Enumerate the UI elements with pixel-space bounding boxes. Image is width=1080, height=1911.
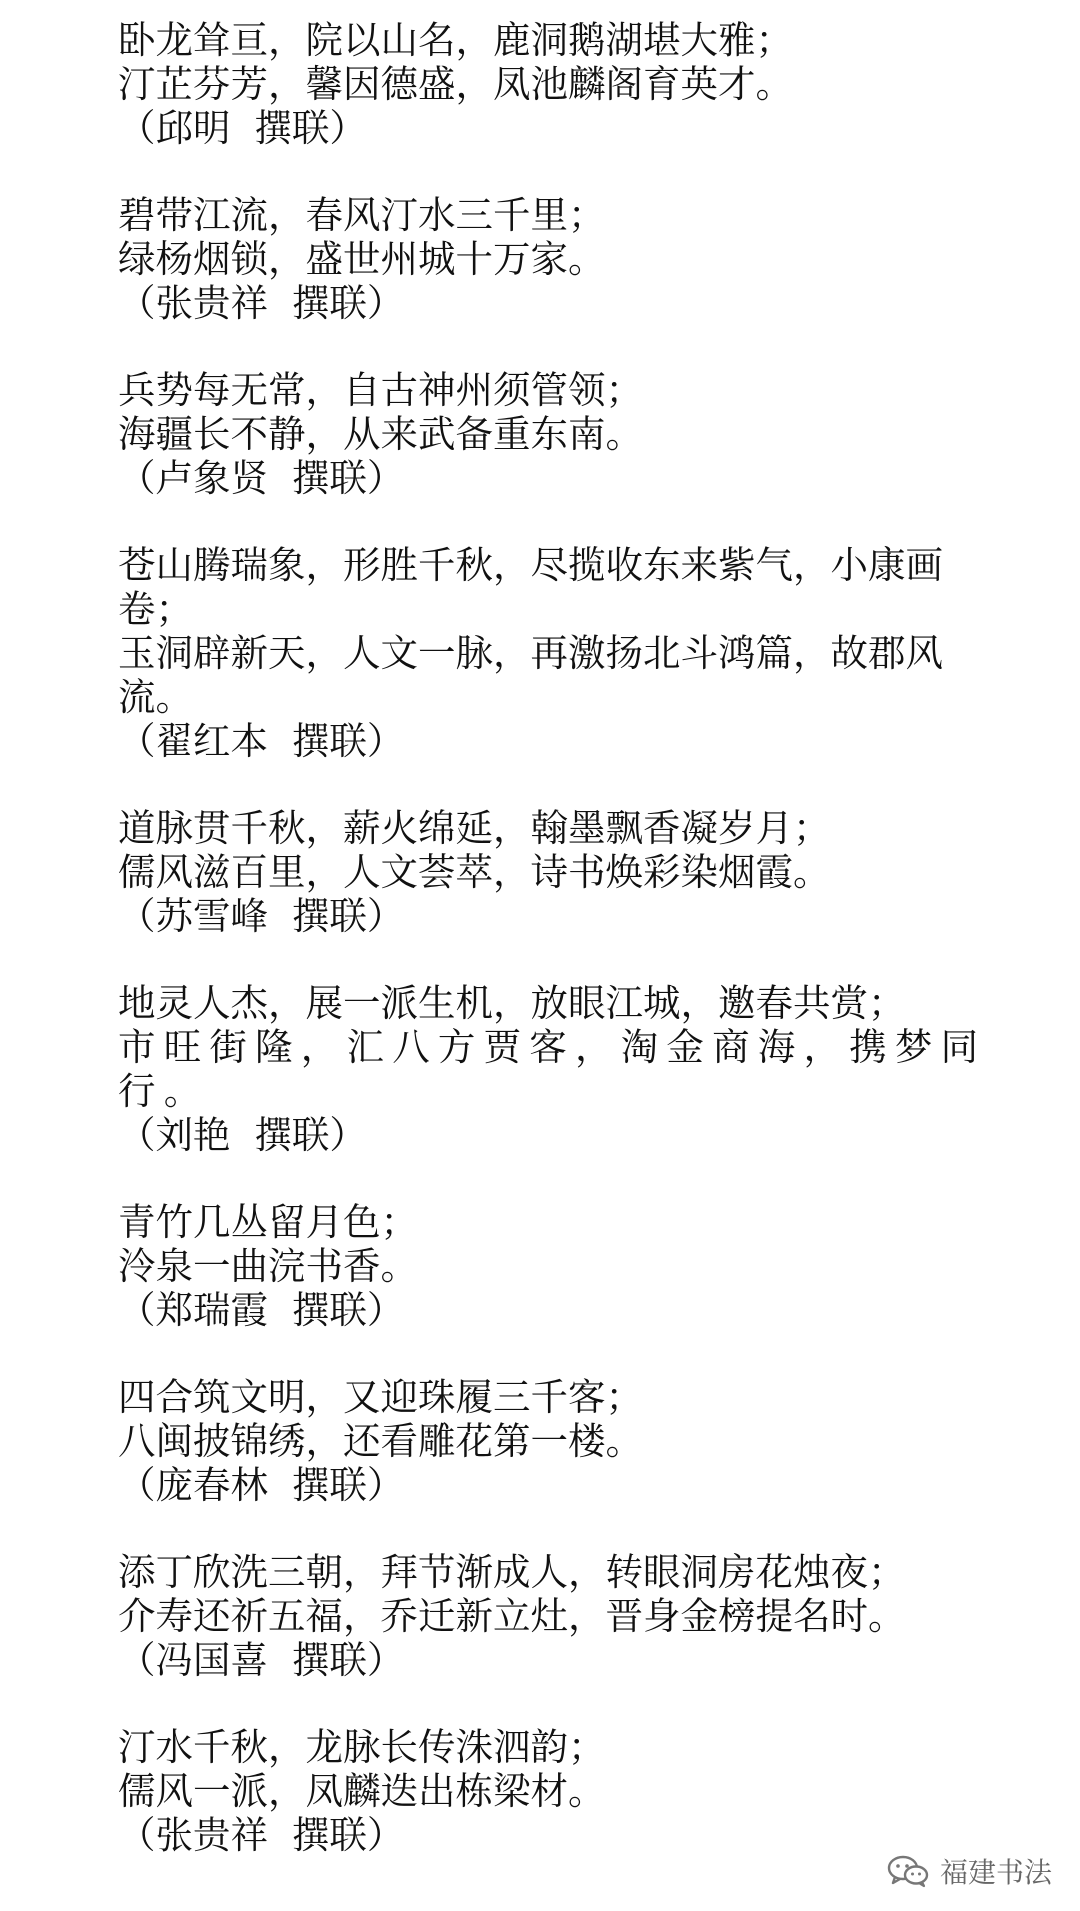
couplet-7	[118, 1200, 988, 1332]
couplet-document	[118, 18, 988, 1900]
couplet-upper-line: 四合筑文明，又迎珠履三千客；	[118, 1375, 643, 1419]
couplet-upper-line: 添丁欣洗三朝，拜节渐成人，转眼洞房花烛夜；	[118, 1550, 906, 1594]
couplet-author: （刘艳 撰联）	[118, 1113, 367, 1157]
couplet-lower-line: 海疆长不静，从来武备重东南。	[118, 412, 643, 456]
couplet-9	[118, 1550, 988, 1682]
couplet-author: （郑瑞霞 撰联）	[118, 1288, 405, 1332]
couplet-upper-line: 道脉贯千秋，薪火绵延，翰墨飘香凝岁月；	[118, 806, 831, 850]
couplet-author: （张贵祥 撰联）	[118, 281, 405, 325]
couplet-lower-line: 儒风一派，凤麟迭出栋梁材。	[118, 1769, 606, 1813]
watermark	[886, 1851, 1052, 1891]
wechat-icon	[886, 1854, 930, 1888]
couplet-upper-line: 兵势每无常，自古神州须管领；	[118, 368, 643, 412]
couplet-lower-line: 泠泉一曲浣书香。	[118, 1244, 418, 1288]
couplet-upper-line: 苍山腾瑞象，形胜千秋，尽揽收东来紫气，小康画卷；	[118, 543, 943, 631]
couplet-lower-line: 汀芷芬芳，馨因德盛，凤池麟阁育英才。	[118, 62, 793, 106]
couplet-lower-line: 儒风滋百里，人文荟萃，诗书焕彩染烟霞。	[118, 850, 831, 894]
couplet-author: （邱明 撰联）	[118, 106, 367, 150]
couplet-author: （苏雪峰 撰联）	[118, 894, 405, 938]
couplet-upper-line: 汀水千秋，龙脉长传洙泗韵；	[118, 1725, 606, 1769]
couplet-lower-line: 玉洞辟新天，人文一脉，再激扬北斗鸿篇，故郡风流。	[118, 631, 943, 719]
couplet-author: （冯国喜 撰联）	[118, 1638, 405, 1682]
couplet-8	[118, 1375, 988, 1507]
couplet-author: （庞春林 撰联）	[118, 1463, 405, 1507]
couplet-lower-line: 绿杨烟锁，盛世州城十万家。	[118, 237, 606, 281]
couplet-upper-line: 青竹几丛留月色；	[118, 1200, 418, 1244]
couplet-4	[118, 543, 988, 763]
couplet-author: （翟红本 撰联）	[118, 719, 405, 763]
couplet-upper-line: 碧带江流，春风汀水三千里；	[118, 193, 606, 237]
couplet-upper-line: 地灵人杰，展一派生机，放眼江城，邀春共赏；	[118, 981, 906, 1025]
couplet-1	[118, 18, 988, 150]
couplet-2	[118, 193, 988, 325]
couplet-5	[118, 806, 988, 938]
watermark-text: 福建书法	[939, 1856, 1052, 1889]
couplet-upper-line: 卧龙耸亘，院以山名，鹿洞鹅湖堪大雅；	[118, 18, 793, 62]
couplet-10	[118, 1725, 988, 1857]
couplet-3	[118, 368, 988, 500]
couplet-6	[118, 981, 988, 1157]
couplet-lower-line: 市旺街隆，汇八方贾客，淘金商海，携梦同行。	[118, 1025, 987, 1113]
couplet-author: （卢象贤 撰联）	[118, 456, 405, 500]
couplet-lower-line: 八闽披锦绣，还看雕花第一楼。	[118, 1419, 643, 1463]
couplet-lower-line: 介寿还祈五福，乔迁新立灶，晋身金榜提名时。	[118, 1594, 906, 1638]
couplet-author: （张贵祥 撰联）	[118, 1813, 405, 1857]
